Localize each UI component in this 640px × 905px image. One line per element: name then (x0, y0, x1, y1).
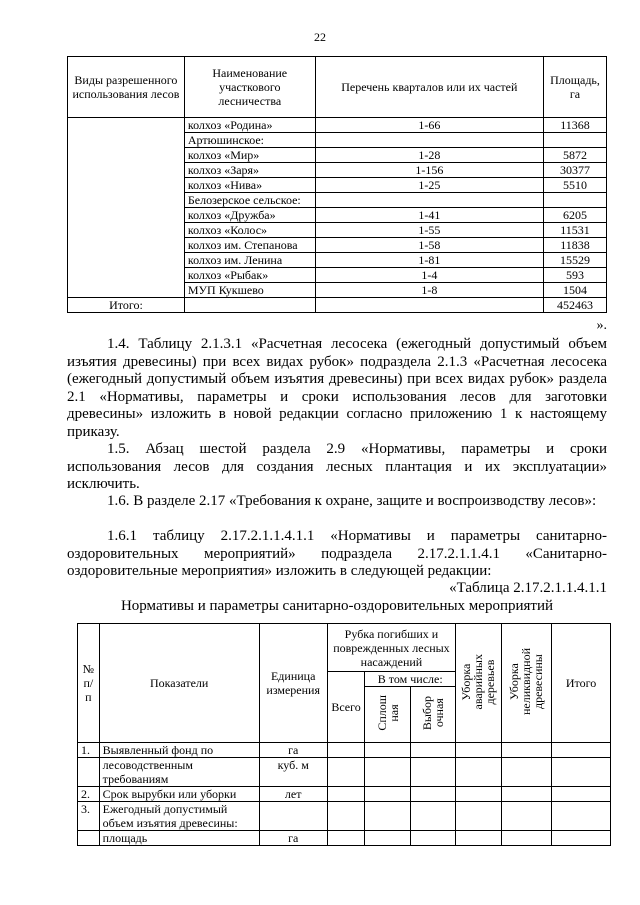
header-including: В том числе: (365, 672, 456, 687)
table-row (78, 802, 611, 831)
indicator-cell: Ежегодный допустимый объем изъятия древесины: (99, 802, 259, 831)
indicator-cell: площадь (99, 831, 259, 846)
unit-cell: га (259, 831, 327, 846)
value-cell (365, 831, 410, 846)
area-cell: 11838 (544, 238, 607, 253)
value-cell (501, 802, 552, 831)
area-cell (544, 133, 607, 148)
forestry-name-cell: колхоз им. Степанова (184, 238, 315, 253)
table2-title: Нормативы и параметры санитарно-оздоровительных мероприятий (120, 598, 554, 614)
area-cell: 5872 (544, 148, 607, 163)
quarters-cell: 1-81 (315, 253, 543, 268)
header-illiquid: Уборка неликвидной древесины (501, 624, 552, 743)
value-cell (365, 743, 410, 758)
table-row (78, 758, 611, 787)
table-row (78, 831, 611, 846)
value-cell (456, 758, 501, 787)
area-cell: 593 (544, 268, 607, 283)
header-unit: Единица измерения (259, 624, 327, 743)
value-cell (501, 831, 552, 846)
header-area: Площадь, га (544, 57, 607, 118)
quarters-cell: 1-28 (315, 148, 543, 163)
quarters-cell (315, 193, 543, 208)
value-cell (552, 831, 611, 846)
area-cell (544, 193, 607, 208)
header-quarters: Перечень кварталов или их частей (315, 57, 543, 118)
area-cell: 1504 (544, 283, 607, 298)
header-forestry-name: Наименование участкового лесничества (184, 57, 315, 118)
value-cell (501, 743, 552, 758)
forestry-name-cell: колхоз «Родина» (184, 118, 315, 133)
table-row (68, 133, 607, 148)
forestry-name-cell: колхоз «Колос» (184, 223, 315, 238)
value-cell (410, 831, 455, 846)
table-row (68, 118, 607, 133)
forestry-name-cell: колхоз «Мир» (184, 148, 315, 163)
value-cell (552, 787, 611, 802)
use-type-cell (68, 268, 185, 283)
page-number: 22 (314, 30, 326, 44)
value-cell (456, 743, 501, 758)
forestry-name-cell: МУП Кукшево (184, 283, 315, 298)
value-cell (410, 802, 455, 831)
forest-quarters-table (67, 56, 607, 313)
value-cell (456, 831, 501, 846)
table-row (78, 743, 611, 758)
area-cell: 11368 (544, 118, 607, 133)
total-label: Итого: (68, 298, 185, 313)
table-row (68, 163, 607, 178)
area-cell: 6205 (544, 208, 607, 223)
header-felling: Рубка погибших и поврежденных лесных насаждений (327, 624, 455, 672)
paragraph-1-6-1: 1.6.1 таблицу 2.17.2.1.1.4.1.1 «Нормативы и параметры санитарно-оздоровительных мероприятий» подраздела 2.17.2.1.1.4.1 «Санитарно-оздоровительные мероприятия» изложить в следующей редакции: (67, 528, 607, 579)
table-reference: «Таблица 2.17.2.1.1.4.1.1 (449, 580, 607, 596)
table-row (78, 787, 611, 802)
indicator-cell: Срок вырубки или уборки (99, 787, 259, 802)
use-type-cell (68, 223, 185, 238)
value-cell (552, 743, 611, 758)
value-cell (501, 787, 552, 802)
num-cell: 2. (78, 787, 100, 802)
table-row (68, 148, 607, 163)
use-type-cell (68, 163, 185, 178)
value-cell (456, 802, 501, 831)
value-cell (327, 831, 365, 846)
quarters-cell: 1-41 (315, 208, 543, 223)
header-indicators: Показатели (99, 624, 259, 743)
forestry-name-cell: колхоз «Рыбак» (184, 268, 315, 283)
use-type-cell (68, 193, 185, 208)
header-selective: Выбор очная (410, 687, 455, 743)
header-solid: Сплош ная (365, 687, 410, 743)
quarters-cell: 1-58 (315, 238, 543, 253)
table-row (68, 268, 607, 283)
forestry-name-cell: Белозерское сельское: (184, 193, 315, 208)
num-cell: 3. (78, 802, 100, 831)
header-use-type: Виды разрешенного использования лесов (68, 57, 185, 118)
area-cell: 15529 (544, 253, 607, 268)
value-cell (327, 802, 365, 831)
quarters-cell: 1-156 (315, 163, 543, 178)
table-header-row (68, 57, 607, 118)
header-emergency: Уборка аварийных деревьев (456, 624, 501, 743)
table-row (68, 253, 607, 268)
header-total: Итого (552, 624, 611, 743)
area-cell: 30377 (544, 163, 607, 178)
forestry-name-cell: колхоз «Заря» (184, 163, 315, 178)
unit-cell (259, 802, 327, 831)
value-cell (365, 758, 410, 787)
forestry-name-cell: Артюшинское: (184, 133, 315, 148)
unit-cell: лет (259, 787, 327, 802)
use-type-cell (68, 283, 185, 298)
unit-cell: га (259, 743, 327, 758)
value-cell (327, 787, 365, 802)
sanitary-measures-table (77, 623, 611, 846)
use-type-cell (68, 148, 185, 163)
use-type-cell (68, 178, 185, 193)
use-type-cell (68, 238, 185, 253)
value-cell (327, 743, 365, 758)
table-row (68, 223, 607, 238)
header-num: № п/п (78, 624, 100, 743)
value-cell (410, 743, 455, 758)
use-type-cell (68, 133, 185, 148)
use-type-cell (68, 208, 185, 223)
value-cell (552, 802, 611, 831)
quarters-cell: 1-66 (315, 118, 543, 133)
value-cell (410, 758, 455, 787)
quarters-cell: 1-4 (315, 268, 543, 283)
area-cell: 5510 (544, 178, 607, 193)
use-type-cell (68, 118, 185, 133)
use-type-cell (68, 253, 185, 268)
value-cell (456, 787, 501, 802)
table-row (68, 178, 607, 193)
total-row (68, 298, 607, 313)
table-row (68, 208, 607, 223)
forestry-name-cell: колхоз «Дружба» (184, 208, 315, 223)
value-cell (410, 787, 455, 802)
closing-quote: ». (596, 318, 607, 333)
table-row (68, 283, 607, 298)
value-cell (327, 758, 365, 787)
area-cell: 11531 (544, 223, 607, 238)
num-cell: 1. (78, 743, 100, 758)
table-row (68, 238, 607, 253)
quarters-cell (315, 133, 543, 148)
table-row (68, 193, 607, 208)
value-cell (552, 758, 611, 787)
num-cell (78, 831, 100, 846)
forestry-name-cell: колхоз «Нива» (184, 178, 315, 193)
quarters-cell: 1-8 (315, 283, 543, 298)
value-cell (365, 802, 410, 831)
total-value: 452463 (544, 298, 607, 313)
quarters-cell: 1-25 (315, 178, 543, 193)
value-cell (501, 758, 552, 787)
num-cell (78, 758, 100, 787)
value-cell (365, 787, 410, 802)
quarters-cell: 1-55 (315, 223, 543, 238)
indicator-cell: лесоводственным требованиям (99, 758, 259, 787)
paragraph-1-6: 1.6. В разделе 2.17 «Требования к охране, защите и воспроизводству лесов»: (107, 493, 597, 509)
paragraph-1-4: 1.4. Таблицу 2.1.3.1 «Расчетная лесосека (ежегодный допустимый объем изъятия древесины) при всех видах рубок» подраздела 2.1.3 «Расчетная лесосека (ежегодный допустимый объем изъятия древесины) при всех видах рубок» раздела 2.1 «Нормативы, параметры и сроки использования лесов для заготовки древесины» изложить в новой редакции согласно приложению 1 к настоящему приказу. (67, 336, 607, 440)
unit-cell: куб. м (259, 758, 327, 787)
header-total-cut: Всего (327, 672, 365, 743)
forestry-name-cell: колхоз им. Ленина (184, 253, 315, 268)
paragraph-1-5: 1.5. Абзац шестой раздела 2.9 «Нормативы, параметры и сроки использования лесов для создания лесных плантация и их эксплуатации» исключить. (67, 441, 607, 492)
indicator-cell: Выявленный фонд по (99, 743, 259, 758)
